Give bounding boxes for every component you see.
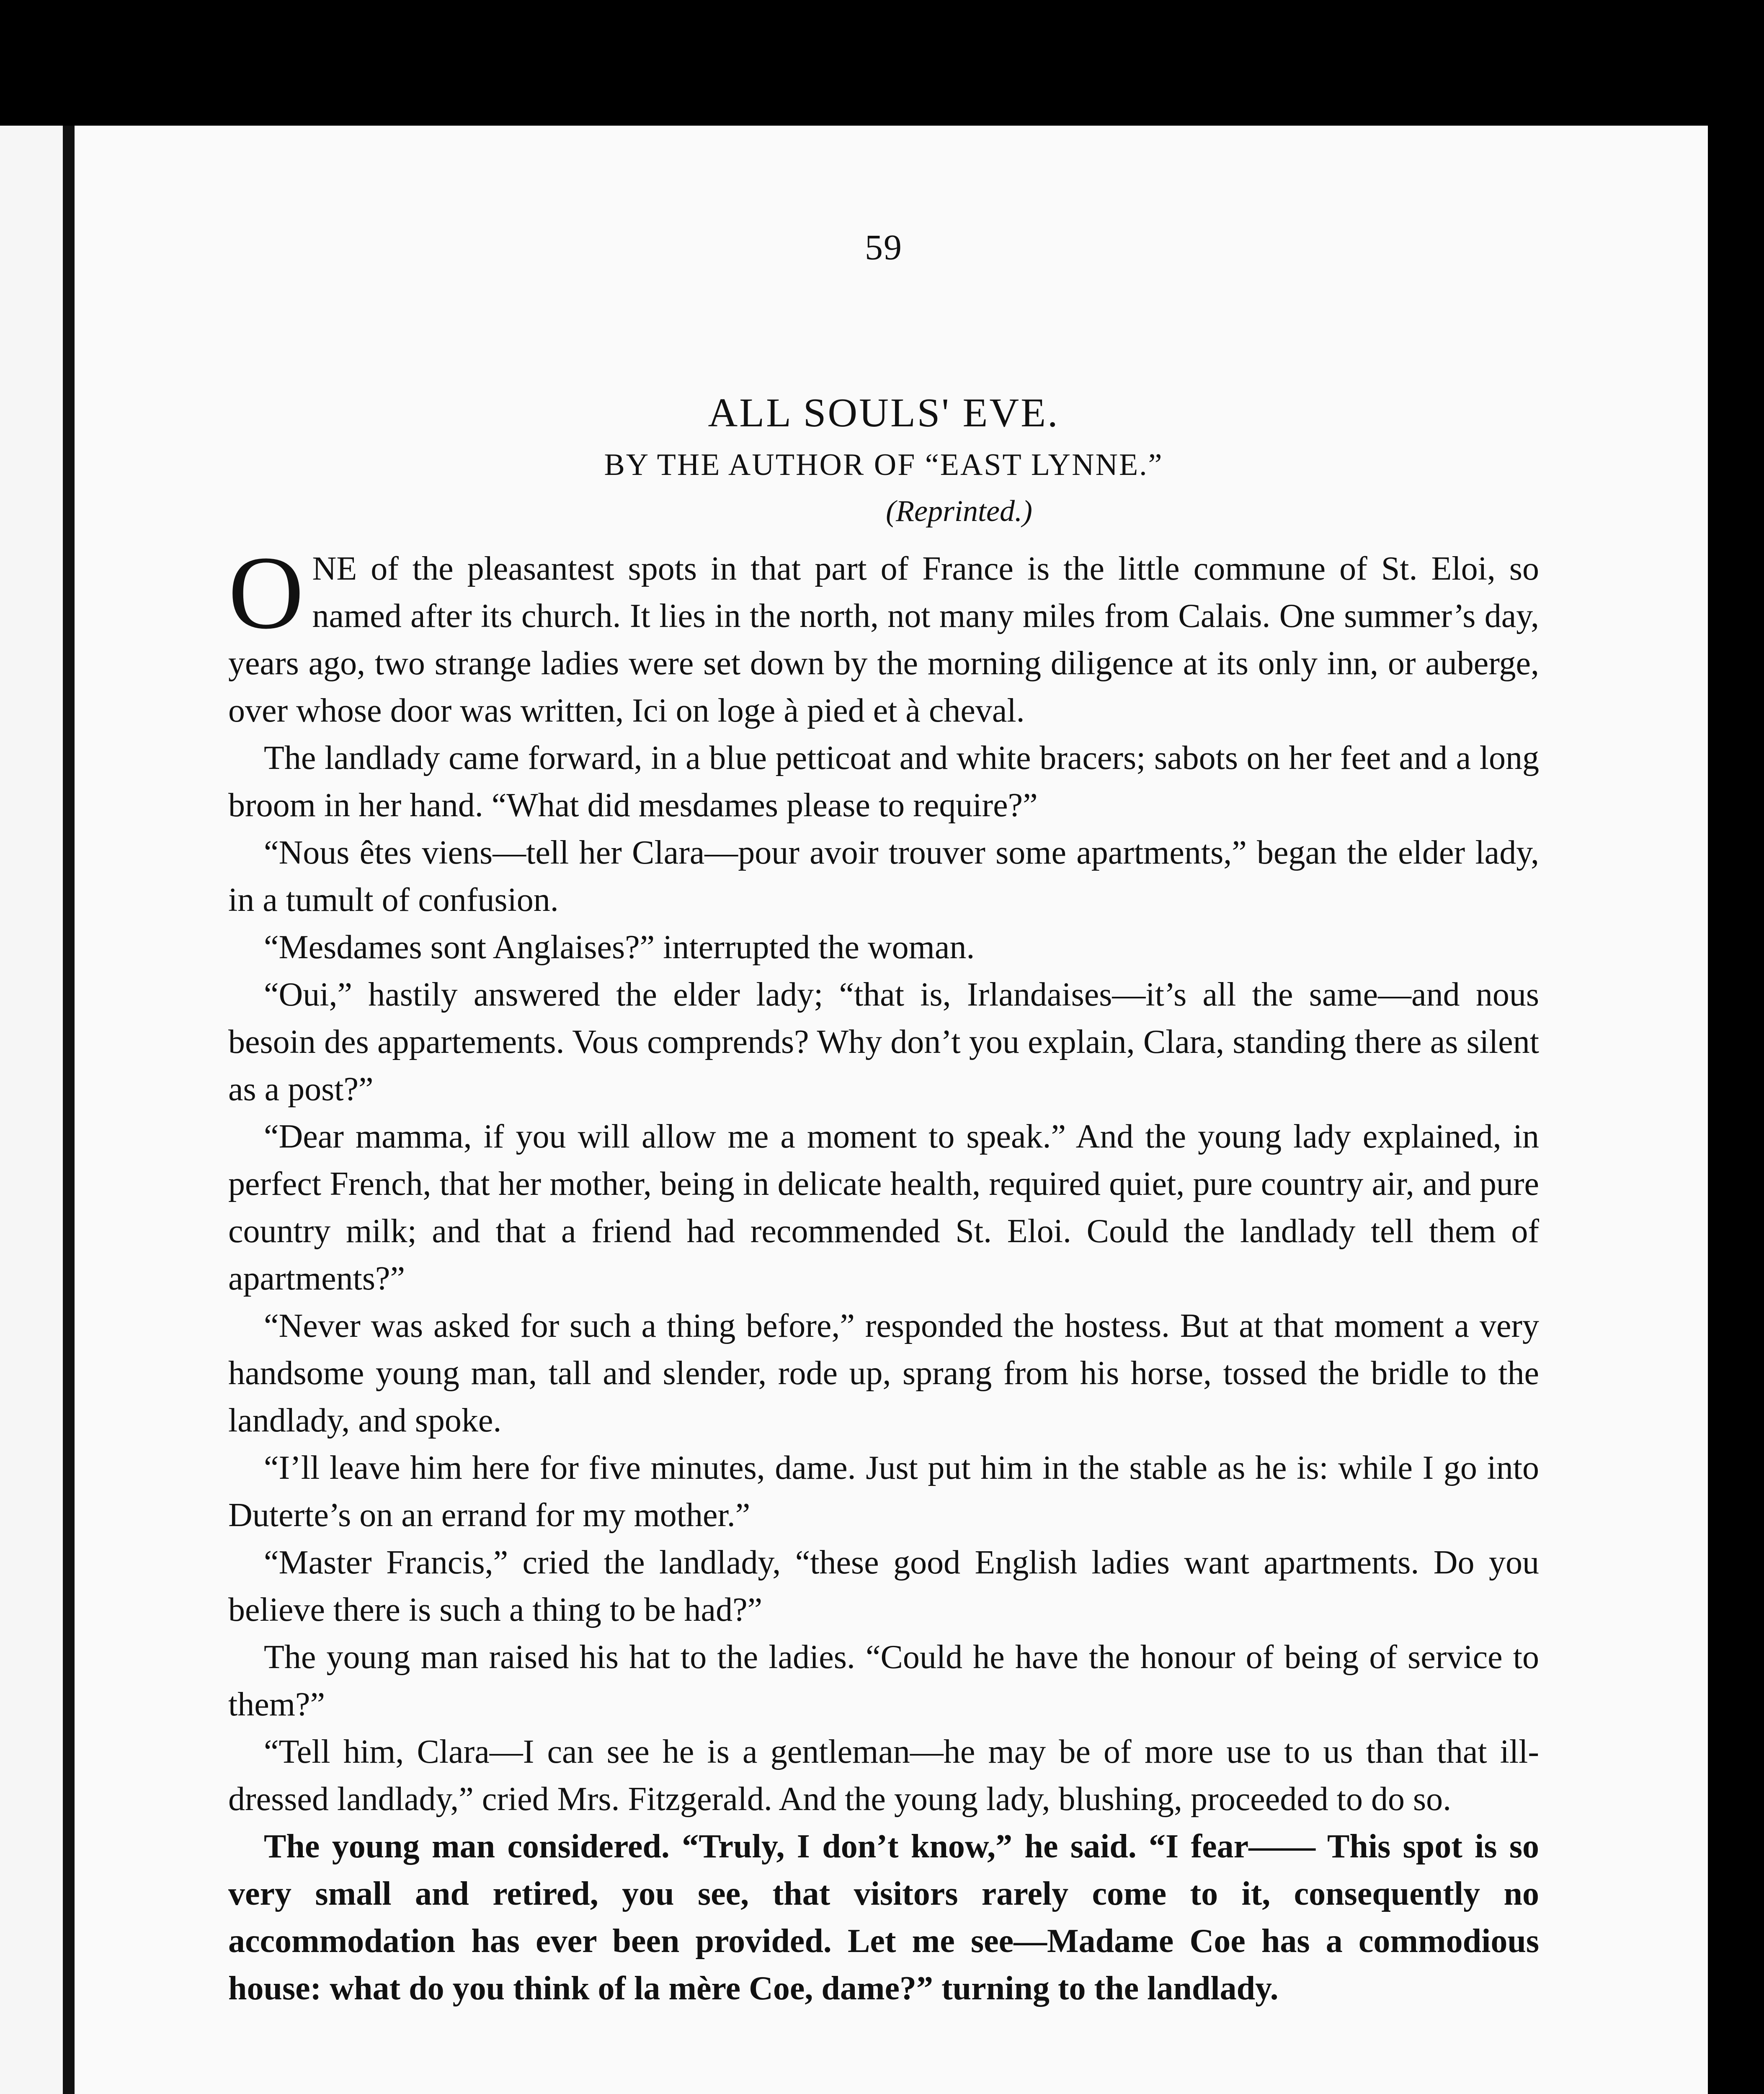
paragraph: “I’ll leave him here for five minutes, dame. Just put him in the stable as he is: while I go into Duterte’s on an errand for my mother.”: [228, 1449, 1539, 1534]
page-gutter: [63, 126, 75, 2094]
paragraph: The young man raised his hat to the ladies. “Could he have the honour of being of service to them?”: [228, 1639, 1539, 1723]
story-byline: BY THE AUTHOR OF “EAST LYNNE.”: [604, 448, 1163, 482]
paragraph: “Master Francis,” cried the landlady, “these good English ladies want apartments. Do you believe there is such a thing to be had?”: [228, 1544, 1539, 1628]
paragraph: “Never was asked for such a thing before,” responded the hostess. But at that moment a very handsome young man, tall and slender, rode up, sprang from his horse, tossed the bridle to the landlady, and spoke.: [228, 1307, 1539, 1439]
paragraph: [228, 535, 1539, 735]
reprint-note: (Reprinted.): [886, 494, 1032, 528]
page-number: 59: [865, 227, 903, 267]
book-page: [75, 126, 1708, 2094]
facing-page-edge: [0, 126, 63, 2094]
paragraph: “Tell him, Clara—I can see he is a gentleman—he may be of more use to us than that ill-dressed landlady,” cried Mrs. Fitzgerald. And the young lady, blushing, proceeded to do so.: [228, 1733, 1539, 1818]
story-title: ALL SOULS' EVE.: [708, 390, 1060, 436]
drop-cap: O: [228, 535, 304, 651]
paragraph-text: NE of the pleasantest spots in that part of France is the little commune of St. Eloi, so named after its church. It lies in the north, not many miles from Calais. One summer’s day, years ago, two strange ladies were set down by the morning diligence at its only inn, or auberge, over whose door was written, Ici on loge à pied et à cheval.: [228, 550, 1539, 729]
page-content: [228, 226, 1539, 2012]
paragraph: The landlady came forward, in a blue petticoat and white bracers; sabots on her feet and a long broom in her hand. “What did mesdames please to require?”: [228, 740, 1539, 824]
paragraph: The young man considered. “Truly, I don’t know,” he said. “I fear—— This spot is so very small and retired, you see, that visitors rarely come to it, consequently no accommodation has ever been provided. Let me see—Madame Coe has a commodious house: what do you think of la mère Coe, dame?” turning to the landlady.: [228, 1828, 1539, 2007]
paragraph: “Nous êtes viens—tell her Clara—pour avoir trouver some apartments,” began the elder lady, in a tumult of confusion.: [228, 834, 1539, 918]
paragraph: “Dear mamma, if you will allow me a moment to speak.” And the young lady explained, in perfect French, that her mother, being in delicate health, required quiet, pure country air, and pure country milk; and that a friend had recommended St. Eloi. Could the landlady tell them of apartments?”: [228, 1118, 1539, 1297]
paragraph: “Oui,” hastily answered the elder lady; “that is, Irlandaises—it’s all the same—and nous besoin des appartements. Vous comprends? Why don’t you explain, Clara, standing there as silent as a post?”: [228, 976, 1539, 1108]
paragraph: “Mesdames sont Anglaises?” interrupted the woman.: [264, 929, 975, 966]
